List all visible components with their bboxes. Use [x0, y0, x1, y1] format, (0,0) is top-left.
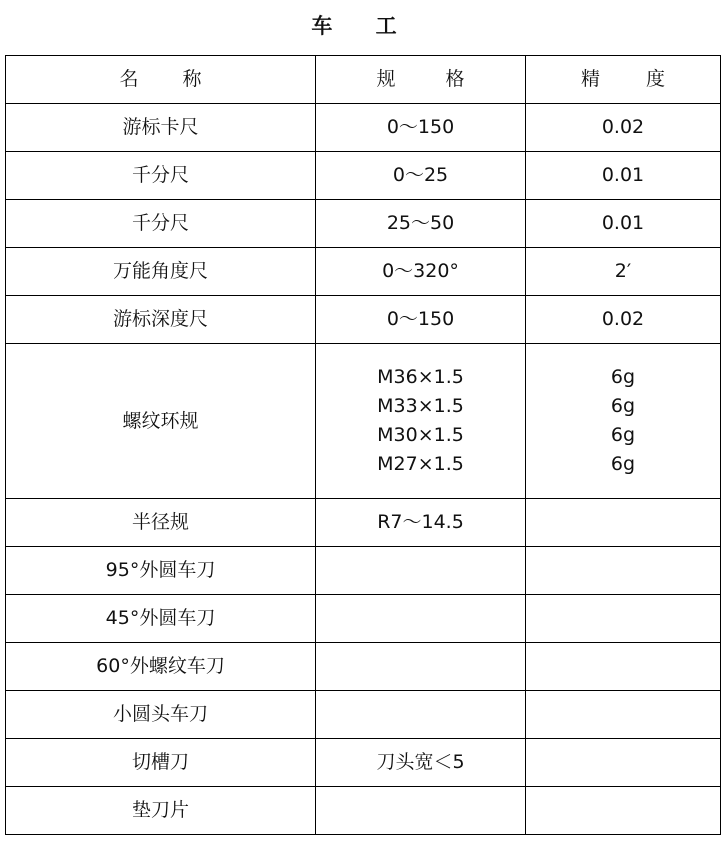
table-row [6, 296, 721, 344]
cell-name: 千分尺 [6, 152, 316, 200]
cell-spec: 0～25 [316, 152, 526, 200]
table-row [6, 152, 721, 200]
table-row [6, 200, 721, 248]
cell-precision [526, 499, 721, 547]
cell-name: 千分尺 [6, 200, 316, 248]
spec-line: M27×1.5 [377, 453, 464, 475]
cell-name: 60°外螺纹车刀 [6, 643, 316, 691]
document-title: 车 工 [311, 13, 415, 38]
cell-name: 95°外圆车刀 [6, 547, 316, 595]
cell-precision: 0.01 [526, 152, 721, 200]
cell-precision [526, 643, 721, 691]
cell-precision: 2′ [526, 248, 721, 296]
cell-spec [316, 595, 526, 643]
cell-name: 垫刀片 [6, 787, 316, 835]
cell-name: 半径规 [6, 499, 316, 547]
table-row [6, 547, 721, 595]
cell-name: 切槽刀 [6, 739, 316, 787]
cell-name: 小圆头车刀 [6, 691, 316, 739]
header-spec: 规格 [316, 56, 526, 104]
table-row [6, 595, 721, 643]
cell-precision: 0.01 [526, 200, 721, 248]
table-row [6, 499, 721, 547]
cell-spec: 25～50 [316, 200, 526, 248]
cell-precision [526, 691, 721, 739]
table-row [6, 691, 721, 739]
cell-name: 万能角度尺 [6, 248, 316, 296]
cell-name: 游标深度尺 [6, 296, 316, 344]
table-row [6, 643, 721, 691]
precision-line: 6g [610, 366, 636, 388]
cell-spec: 0～150 [316, 104, 526, 152]
table-row [6, 739, 721, 787]
spec-line: M33×1.5 [377, 395, 464, 417]
cell-spec [316, 691, 526, 739]
precision-line: 6g [610, 424, 636, 446]
table-row [6, 787, 721, 835]
cell-spec: 0～150 [316, 296, 526, 344]
table-row [6, 344, 721, 499]
cell-spec: R7～14.5 [316, 499, 526, 547]
cell-precision: 0.02 [526, 104, 721, 152]
cell-spec [316, 787, 526, 835]
header-name: 名称 [6, 56, 316, 104]
cell-spec [316, 643, 526, 691]
table-row [6, 248, 721, 296]
cell-precision [526, 739, 721, 787]
cell-name: 游标卡尺 [6, 104, 316, 152]
table-row [6, 104, 721, 152]
spec-line: M36×1.5 [377, 366, 464, 388]
cell-precision [526, 595, 721, 643]
cell-precision [526, 547, 721, 595]
cell-spec [316, 344, 526, 499]
tool-table [5, 55, 721, 835]
cell-spec: 刀头宽＜5 [316, 739, 526, 787]
cell-name: 45°外圆车刀 [6, 595, 316, 643]
precision-line: 6g [610, 453, 636, 475]
cell-precision [526, 787, 721, 835]
cell-spec: 0～320° [316, 248, 526, 296]
cell-precision: 0.02 [526, 296, 721, 344]
cell-name: 螺纹环规 [6, 344, 316, 499]
cell-spec [316, 547, 526, 595]
spec-line: M30×1.5 [377, 424, 464, 446]
table-header-row [6, 56, 721, 104]
header-precision: 精度 [526, 56, 721, 104]
precision-line: 6g [610, 395, 636, 417]
cell-precision [526, 344, 721, 499]
